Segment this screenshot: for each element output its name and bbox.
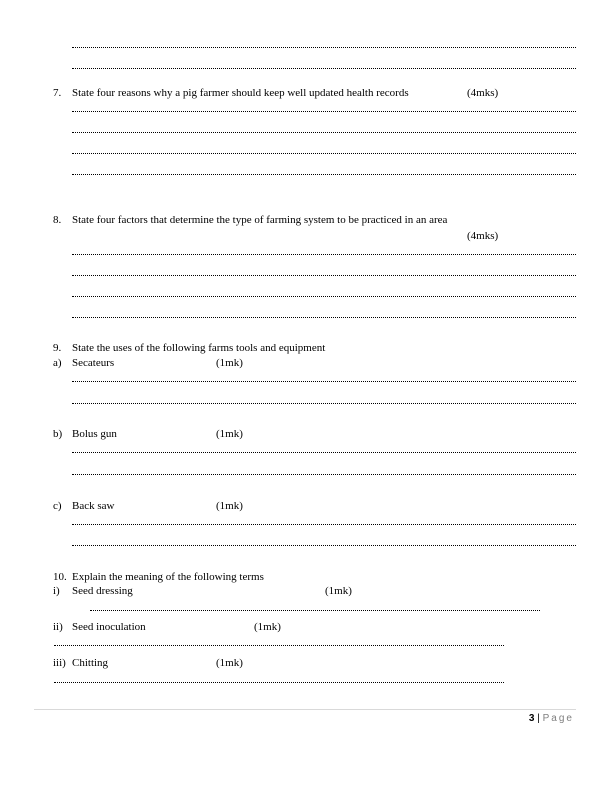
answer-line — [72, 452, 576, 453]
answer-line — [54, 682, 504, 683]
q10i-text: Seed dressing — [72, 585, 133, 597]
q10-number: 10. — [53, 571, 67, 583]
q10ii-marks: (1mk) — [254, 621, 281, 633]
q10iii-marks: (1mk) — [216, 657, 243, 669]
answer-line — [72, 111, 576, 112]
answer-line — [72, 174, 576, 175]
q10ii-label: ii) — [53, 621, 63, 633]
answer-line — [72, 275, 576, 276]
q8-marks: (4mks) — [467, 230, 499, 242]
answer-line — [72, 68, 576, 69]
answer-line — [72, 254, 576, 255]
q7-text: State four reasons why a pig farmer should keep well updated health records — [72, 87, 409, 99]
q10i-marks: (1mk) — [325, 585, 352, 597]
q10iii-text: Chitting — [72, 657, 109, 669]
answer-line — [72, 47, 576, 48]
q9a-label: a) — [53, 357, 62, 369]
answer-line — [54, 645, 504, 646]
q10i-label: i) — [53, 585, 60, 597]
q9-number: 9. — [53, 342, 62, 354]
page-word: Page — [542, 713, 574, 724]
q9-text: State the uses of the following farms tools and equipment — [72, 342, 326, 354]
answer-line — [72, 153, 576, 154]
q9c-text: Back saw — [72, 500, 115, 512]
q7-number: 7. — [53, 87, 62, 99]
q8-text: State four factors that determine the type of farming system to be practiced in an area — [72, 214, 448, 226]
page-footer — [529, 713, 574, 724]
page-separator: | — [537, 713, 540, 724]
q10iii-label: iii) — [53, 657, 66, 669]
q7-marks: (4mks) — [467, 87, 499, 99]
answer-line — [72, 474, 576, 475]
answer-line — [72, 403, 576, 404]
q9a-marks: (1mk) — [216, 357, 243, 369]
answer-line — [90, 610, 540, 611]
answer-line — [72, 524, 576, 525]
q9c-marks: (1mk) — [216, 500, 243, 512]
q9b-text: Bolus gun — [72, 428, 117, 440]
q9b-label: b) — [53, 428, 63, 440]
answer-line — [72, 296, 576, 297]
q10ii-text: Seed inoculation — [72, 621, 146, 633]
page-number: 3 — [528, 713, 535, 724]
answer-line — [72, 317, 576, 318]
answer-line — [72, 381, 576, 382]
q9a-text: Secateurs — [72, 357, 115, 369]
footer-divider — [34, 709, 576, 710]
answer-line — [72, 545, 576, 546]
q9c-label: c) — [53, 500, 62, 512]
answer-line — [72, 132, 576, 133]
q10-text: Explain the meaning of the following terms — [72, 571, 264, 583]
q8-number: 8. — [53, 214, 62, 226]
q9b-marks: (1mk) — [216, 428, 243, 440]
